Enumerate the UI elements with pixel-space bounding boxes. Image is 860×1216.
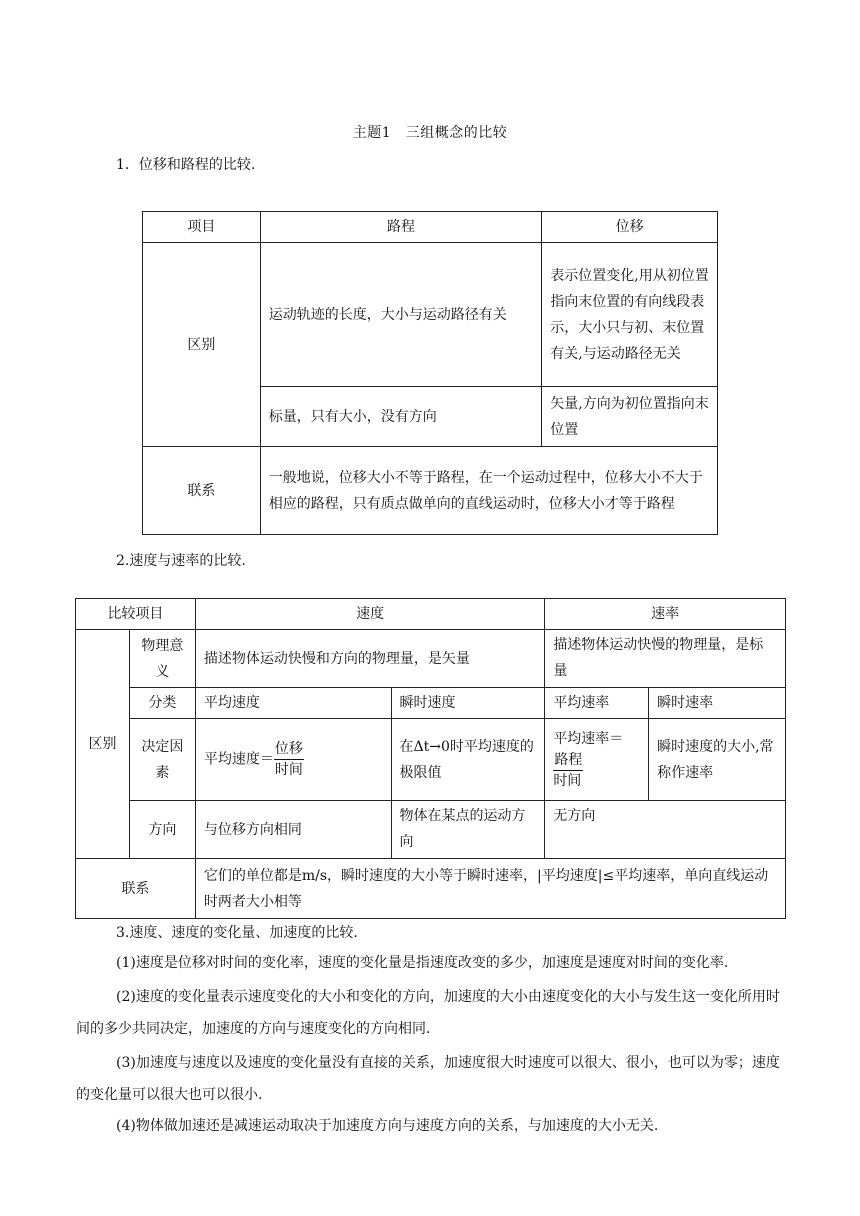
inst-velocity: 瞬时速度 [391, 688, 545, 719]
direction-label: 方向 [129, 801, 195, 859]
displacement-path-table [142, 211, 718, 535]
section3-item-1: (1)速度是位移对时间的变化率，速度的变化量是指速度改变的多少，加速度是速度对时间的变化率. [116, 955, 729, 971]
avg-velocity-numerator: 位移 [274, 739, 304, 760]
displacement-type: 矢量,方向为初位置指向末位置 [542, 387, 718, 447]
diff-label: 区别 [143, 243, 261, 447]
header-displacement: 位移 [542, 212, 718, 243]
section2-heading: 2.速度与速率的比较. [116, 553, 246, 569]
header-velocity: 速度 [195, 599, 544, 630]
section3-item-4: (4)物体做加速还是减速运动取决于加速度方向与速度方向的关系，与加速度的大小无关. [116, 1118, 659, 1134]
section3-item-2: (2)速度的变化量表示速度变化的大小和变化的方向，加速度的大小由速度变化的大小与发生这一变化所用时间的多少共同决定，加速度的方向与速度变化的方向相同. [76, 989, 780, 1037]
path-definition: 运动轨迹的长度，大小与运动路径有关 [260, 243, 541, 387]
page-title: 主题1 三组概念的比较 [352, 125, 508, 141]
link-text: 一般地说，位移大小不等于路程，在一个运动过程中，位移大小不大于相应的路程，只有质点做单向的直线运动时，位移大小才等于路程 [260, 447, 717, 535]
section1-heading: 1．位移和路程的比较. [116, 157, 256, 173]
velocity-meaning: 描述物体运动快慢和方向的物理量，是矢量 [195, 630, 544, 688]
link-label: 联系 [143, 447, 261, 535]
displacement-definition: 表示位置变化,用从初位置指向末位置的有向线段表示，大小只与初、末位置有关,与运动路径无关 [542, 243, 718, 387]
avg-speed-formula-prefix: 平均速率＝ [553, 731, 624, 747]
path-type: 标量，只有大小，没有方向 [260, 387, 541, 447]
avg-speed-formula [545, 719, 649, 801]
velocity-speed-table [75, 598, 786, 919]
inst-velocity-direction: 物体在某点的运动方向 [391, 801, 545, 859]
header-speed: 速率 [545, 599, 786, 630]
avg-velocity: 平均速度 [195, 688, 391, 719]
link-text: 它们的单位都是m/s，瞬时速度的大小等于瞬时速率，|平均速度|≤平均速率，单向直线运动时两者大小相等 [195, 859, 785, 919]
speed-direction: 无方向 [545, 801, 786, 859]
avg-velocity-denominator: 时间 [274, 762, 303, 778]
factor-label: 决定因素 [129, 719, 195, 801]
avg-speed-fraction [553, 750, 583, 791]
avg-velocity-formula-prefix: 平均速度＝ [203, 751, 274, 768]
avg-velocity-formula [195, 719, 391, 801]
header-compare: 比较项目 [76, 599, 196, 630]
category-label: 分类 [129, 688, 195, 719]
avg-speed: 平均速率 [545, 688, 649, 719]
section3-heading: 3.速度、速度的变化量、加速度的比较. [116, 925, 358, 941]
inst-speed-definition: 瞬时速度的大小,常称作速率 [649, 719, 786, 801]
header-item: 项目 [143, 212, 261, 243]
diff-label: 区别 [76, 630, 130, 859]
avg-velocity-direction: 与位移方向相同 [195, 801, 391, 859]
avg-velocity-fraction [274, 739, 304, 780]
avg-speed-denominator: 时间 [553, 773, 582, 789]
section3-item-3: (3)加速度与速度以及速度的变化量没有直接的关系，加速度很大时速度可以很大、很小，也可以为零；速度的变化量可以很大也可以很小. [76, 1055, 780, 1103]
inst-velocity-definition: 在Δt→0时平均速度的极限值 [391, 719, 545, 801]
speed-meaning: 描述物体运动快慢的物理量，是标量 [545, 630, 786, 688]
inst-speed: 瞬时速率 [649, 688, 786, 719]
avg-speed-numerator: 路程 [553, 750, 583, 771]
link-label: 联系 [76, 859, 196, 919]
header-path: 路程 [260, 212, 541, 243]
meaning-label: 物理意义 [129, 630, 195, 688]
